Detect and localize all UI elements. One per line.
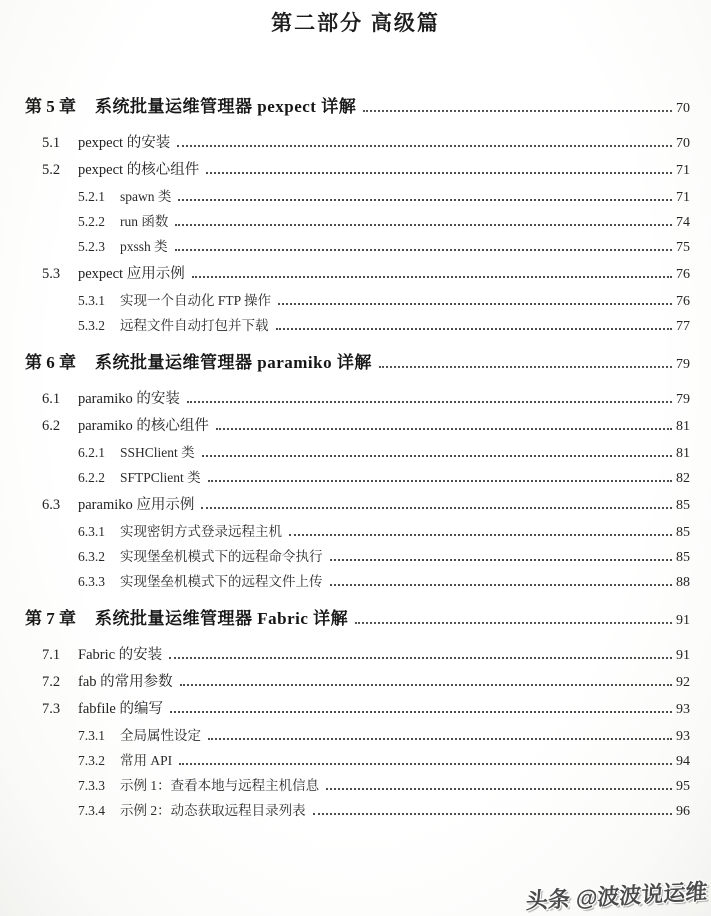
dot-leader (175, 213, 672, 226)
entry-page-number: 85 (676, 525, 690, 540)
entry-number: 6.2.2 (78, 470, 105, 485)
dot-leader (208, 727, 672, 740)
entry-number: 7.3 (42, 701, 61, 717)
entry-page-number: 85 (676, 550, 690, 565)
toc-entry-chapter-7 (25, 607, 690, 633)
entry-title: pexpect 应用示例 (78, 266, 185, 282)
entry-title: 系统批量运维管理器 Fabric 详解 (95, 609, 349, 628)
entry-page-number: 77 (676, 319, 690, 334)
entry-page-number: 75 (676, 240, 690, 255)
entry-number: 6.3.1 (78, 524, 105, 539)
dot-leader (379, 352, 672, 368)
entry-number: 5.2.3 (78, 239, 105, 254)
entry-title: 实现堡垒机模式下的远程命令执行 (120, 549, 323, 564)
entry-number: 7.1 (42, 647, 61, 663)
entry-title: spawn 类 (120, 189, 172, 204)
dot-leader (202, 444, 672, 457)
entry-title: SFTPClient 类 (120, 470, 201, 485)
entry-title: paramiko 的核心组件 (78, 418, 209, 434)
dot-leader (169, 645, 672, 659)
entry-page-number: 81 (676, 419, 690, 434)
toc-entry-5-3 (42, 264, 690, 285)
entry-page-number: 93 (676, 702, 690, 717)
entry-page-number: 71 (676, 190, 690, 205)
toc-entry-6-3-3 (78, 572, 690, 593)
dot-leader (201, 495, 672, 509)
entry-title: Fabric 的安装 (78, 647, 163, 663)
entry-page-number: 85 (676, 498, 690, 513)
dot-leader (278, 292, 672, 305)
toc-entry-chapter-6 (25, 351, 690, 377)
entry-title: 常用 API (120, 753, 173, 768)
entry-page-number: 79 (676, 392, 690, 407)
toc-entry-5-3-1 (78, 291, 690, 312)
entry-page-number: 91 (676, 648, 690, 663)
entry-number: 7.2 (42, 674, 61, 690)
dot-leader (276, 317, 673, 330)
toc-entry-7-3-1 (78, 726, 690, 747)
toc-entry-7-1 (42, 645, 690, 666)
entry-number: 6.3.2 (78, 549, 105, 564)
toc-entry-6-2-1 (78, 443, 690, 464)
toc-entry-6-2-2 (78, 468, 690, 489)
dot-leader (313, 802, 672, 815)
entry-title: 示例 2：动态获取远程目录列表 (120, 803, 306, 818)
dot-leader (206, 160, 672, 174)
toc-entry-7-2 (42, 672, 690, 693)
entry-title: paramiko 的安装 (78, 391, 180, 407)
entry-title: pexpect 的核心组件 (78, 162, 200, 178)
entry-title: 系统批量运维管理器 pexpect 详解 (95, 97, 357, 116)
toc-entry-7-3-4 (78, 801, 690, 822)
toc-entry-6-3 (42, 495, 690, 516)
entry-title: 实现堡垒机模式下的远程文件上传 (120, 574, 323, 589)
entry-title: SSHClient 类 (120, 445, 195, 460)
toc-entry-6-3-1 (78, 522, 690, 543)
toc-entry-5-2-2 (78, 212, 690, 233)
entry-title: run 函数 (120, 214, 169, 229)
dot-leader (178, 188, 672, 201)
dot-leader (179, 752, 672, 765)
toc-entry-6-2 (42, 416, 690, 437)
entry-page-number: 96 (676, 804, 690, 819)
entry-number: 6.3.3 (78, 574, 105, 589)
entry-page-number: 76 (676, 294, 690, 309)
entry-title: fab 的常用参数 (78, 674, 173, 690)
entry-number: 第 5 章 (25, 97, 76, 116)
entry-title: 全局属性设定 (120, 728, 201, 743)
entry-page-number: 81 (676, 446, 690, 461)
entry-page-number: 76 (676, 267, 690, 282)
entry-page-number: 71 (676, 163, 690, 178)
dot-leader (363, 96, 672, 112)
entry-title: 示例 1：查看本地与远程主机信息 (120, 778, 320, 793)
dot-leader (192, 264, 672, 278)
toc-list (0, 37, 711, 822)
entry-number: 6.3 (42, 497, 61, 513)
toc-entry-7-3 (42, 699, 690, 720)
dot-leader (177, 133, 672, 147)
entry-number: 7.3.3 (78, 778, 105, 793)
entry-title: 实现一个自动化 FTP 操作 (120, 293, 272, 308)
entry-title: 远程文件自动打包并下载 (120, 318, 269, 333)
entry-page-number: 93 (676, 729, 690, 744)
entry-title: paramiko 应用示例 (78, 497, 195, 513)
entry-number: 7.3.2 (78, 753, 105, 768)
toc-entry-5-2-1 (78, 187, 690, 208)
entry-page-number: 91 (676, 613, 690, 628)
entry-page-number: 70 (676, 101, 690, 116)
entry-number: 5.3.1 (78, 293, 105, 308)
dot-leader (187, 389, 672, 403)
dot-leader (175, 238, 672, 251)
toc-entry-6-3-2 (78, 547, 690, 568)
entry-page-number: 88 (676, 575, 690, 590)
entry-number: 6.2.1 (78, 445, 105, 460)
entry-number: 6.1 (42, 391, 61, 407)
entry-number: 5.2 (42, 162, 61, 178)
toc-entry-chapter-5 (25, 95, 690, 121)
toc-entry-7-3-3 (78, 776, 690, 797)
entry-number: 7.3.1 (78, 728, 105, 743)
entry-number: 5.1 (42, 135, 61, 151)
entry-page-number: 82 (676, 471, 690, 486)
entry-number: 5.2.2 (78, 214, 105, 229)
dot-leader (208, 469, 672, 482)
entry-number: 5.2.1 (78, 189, 105, 204)
part-title: 第二部分 高级篇 (271, 12, 440, 35)
dot-leader (330, 548, 673, 561)
toc-entry-5-2 (42, 160, 690, 181)
dot-leader (326, 777, 672, 790)
toc-entry-7-3-2 (78, 751, 690, 772)
dot-leader (330, 573, 673, 586)
entry-number: 7.3.4 (78, 803, 105, 818)
dot-leader (216, 416, 672, 430)
entry-title: 实现密钥方式登录远程主机 (120, 524, 282, 539)
entry-title: 系统批量运维管理器 paramiko 详解 (95, 353, 372, 372)
entry-title: pexpect 的安装 (78, 135, 171, 151)
entry-number: 第 7 章 (25, 609, 76, 628)
entry-page-number: 92 (676, 675, 690, 690)
entry-page-number: 95 (676, 779, 690, 794)
dot-leader (355, 608, 672, 624)
entry-title: pxssh 类 (120, 239, 168, 254)
toc-entry-6-1 (42, 389, 690, 410)
entry-number: 6.2 (42, 418, 61, 434)
entry-title: fabfile 的编写 (78, 701, 163, 717)
watermark: 头条 @波波说运维 (525, 878, 709, 914)
entry-page-number: 94 (676, 754, 690, 769)
entry-number: 5.3.2 (78, 318, 105, 333)
dot-leader (180, 672, 672, 686)
entry-number: 5.3 (42, 266, 61, 282)
entry-page-number: 79 (676, 357, 690, 372)
entry-page-number: 70 (676, 136, 690, 151)
dot-leader (289, 523, 672, 536)
toc-entry-5-2-3 (78, 237, 690, 258)
toc-entry-5-3-2 (78, 316, 690, 337)
entry-page-number: 74 (676, 215, 690, 230)
toc-entry-5-1 (42, 133, 690, 154)
dot-leader (170, 699, 672, 713)
entry-number: 第 6 章 (25, 353, 76, 372)
